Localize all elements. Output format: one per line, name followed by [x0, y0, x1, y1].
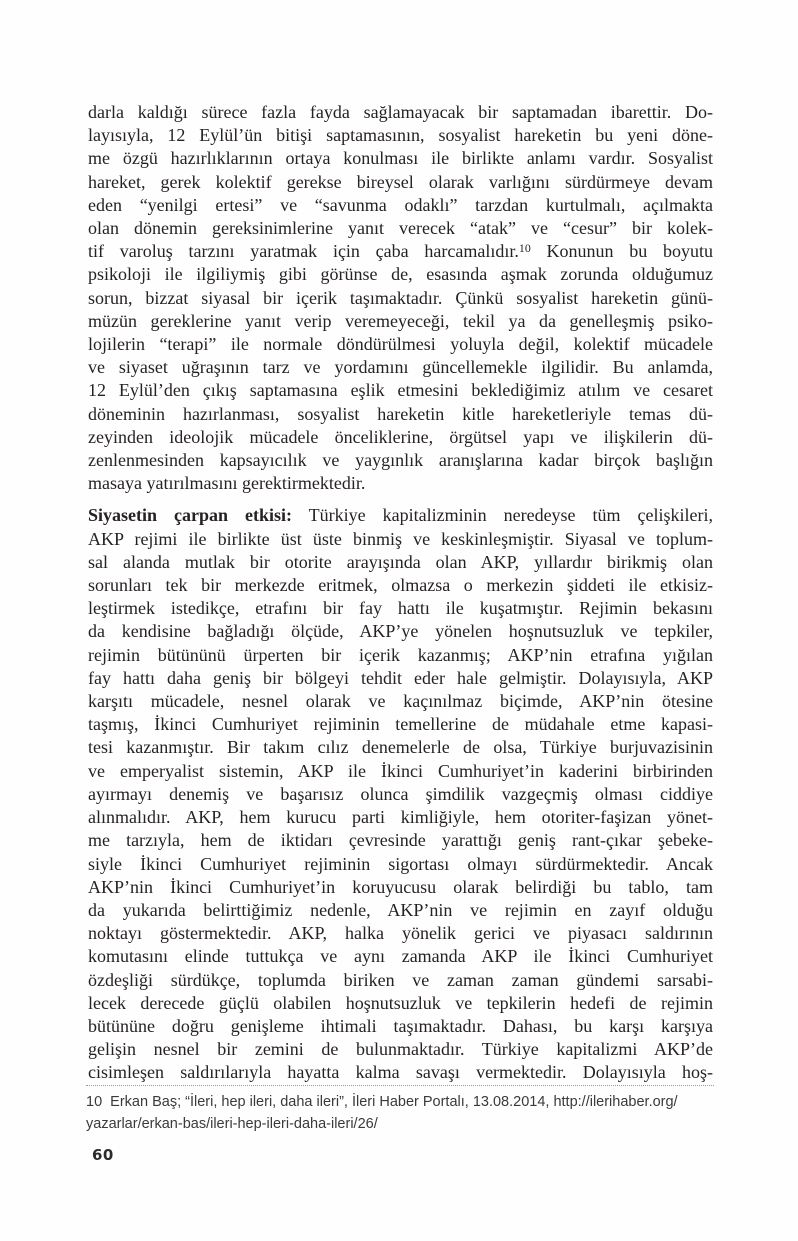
text-line: zenlenmesinden kapsayıcılık ve yaygınlık aranışlarına kadar birçok başlığın — [88, 450, 713, 471]
text-line: cisimleşen saldırılarıyla hayatta kalma savaşı vermektedir. Dolayısıyla hoş- — [88, 1062, 713, 1083]
footnote-separator — [86, 1085, 714, 1086]
text-line: karşıtı mücadele, nesnel olarak ve kaçınılmaz biçimde, AKP’nin ötesine — [88, 691, 713, 712]
text-line: me özgü hazırlıklarının ortaya konulması ile birlikte anlamı vardır. Sosyalist — [88, 148, 713, 169]
text-line: lecek derecede güçlü olabilen hoşnutsuzluk ve tepkilerin hedefi de rejimin — [88, 992, 713, 1013]
text-line: eden “yenilgi ertesi” ve “savunma odaklı” tarzdan kurtulmalı, açılmakta — [88, 194, 713, 215]
footnote — [86, 1092, 714, 1135]
text-line: sorunları tek bir merkezde eritmek, olmazsa o merkezin şiddeti ile etkisiz- — [88, 575, 713, 596]
text-line: 10 Erkan Baş; “İleri, hep ileri, daha ileri”, İleri Haber Portalı, 13.08.2014, http://ilerihaber.org/ — [86, 1094, 678, 1110]
text-line: fay hattı daha geniş bir bölgeyi tehdit eder hale gelmiştir. Dolayısıyla, AKP — [88, 667, 713, 688]
text-line: me tarzıyla, hem de iktidarı çevresinde yarattığı geniş rant-çıkar şebeke- — [88, 830, 713, 851]
text-line: psikoloji ile ilgiliymiş gibi görünse de, esasında aşmak zorunda olduğumuz — [88, 264, 713, 285]
text-line: AKP rejimi ile birlikte üst üste binmiş ve keskinleşmiştir. Siyasal ve toplum- — [88, 528, 713, 549]
text-line: komutasını elinde tuttukça ve aynı zamanda AKP ile İkinci Cumhuriyet — [88, 946, 713, 967]
text-line: darla kaldığı sürece fazla fayda sağlamayacak bir saptamadan ibarettir. Do- — [88, 102, 713, 122]
text-line: 12 Eylül’den çıkış saptamasına eşlik etmesini beklediğimiz atılım ve cesaret — [88, 380, 713, 401]
text-line: siyle İkinci Cumhuriyet rejiminin sigortası olmayı sürdürmektedir. Ancak — [88, 853, 713, 874]
text-line: masaya yatırılmasını gerektirmektedir. — [88, 473, 366, 494]
text-line: rejimin bütününü ürperten bir içerik kazanmış; AKP’nin etrafına yığılan — [88, 644, 713, 665]
text-line: olan dönemin gereksinimlerine yanıt verecek “atak” ve “cesur” bir kolek- — [88, 218, 713, 239]
page-number: 60 — [92, 1146, 114, 1164]
text-line: döneminin hazırlanması, sosyalist hareketin kitle hareketleriyle temas dü- — [88, 403, 713, 424]
text-line: leştirmek istedikçe, etrafını bir fay hattı ile kuşatmıştır. Rejimin bekasını — [88, 598, 713, 619]
footnote-ref: 10 — [518, 241, 531, 256]
text-line: bütününe doğru genişleme ihtimali taşımaktadır. Dahası, bu karşı karşıya — [88, 1015, 713, 1036]
run-in-heading: Siyasetin çarpan etkisi: — [88, 505, 292, 526]
text-line: sal alanda mutlak bir otorite arayışında olan AKP, yıllardır birikmiş olan — [88, 551, 713, 572]
text-line: sorun, bizzat siyasal bir içerik taşımaktadır. Çünkü sosyalist hareketin günü- — [88, 287, 713, 308]
text-line: ve emperyalist sistemin, AKP ile İkinci Cumhuriyet’in kaderini birbirinden — [88, 760, 713, 781]
text-line: müzün gereklerine yanıt verip veremeyeceği, tekil ya da genelleşmiş psiko- — [88, 310, 713, 331]
text-line: ve siyaset uğraşının tarz ve yordamını güncellemekle ilgilidir. Bu anlamda, — [88, 357, 713, 378]
text-line: gelişin nesnel bir zemini de bulunmaktadır. Türkiye kapitalizmi AKP’de — [88, 1039, 713, 1060]
text-line: da yukarıda belirttiğimiz nedenle, AKP’nin ve rejimin en zayıf olduğu — [88, 899, 713, 920]
text-line: ayırmayı denemiş ve başarısız olunca şimdilik vazgeçmiş olması ciddiye — [88, 783, 713, 804]
footnote-block — [86, 1085, 714, 1135]
text-line: lojilerin “terapi” ile normale döndürülmesi yoluyla değil, kolektif mücadele — [88, 334, 713, 355]
text-line: alınmalıdır. AKP, hem kurucu parti kimliğiyle, hem otoriter-faşizan yönet- — [88, 807, 713, 828]
text-line: hareket, gerek kolektif gerekse bireysel olarak varlığını sürdürmeye devam — [88, 171, 713, 192]
text-line: AKP’nin İkinci Cumhuriyet’in koruyucusu olarak belirdiği bu tablo, tam — [88, 876, 713, 897]
text-line: taşmış, İkinci Cumhuriyet rejiminin temellerine de müdahale etme kapasi- — [88, 714, 713, 735]
text-line: yazarlar/erkan-bas/ileri-hep-ileri-daha-ileri/26/ — [86, 1115, 378, 1132]
text-line: özdeşliği sürdükçe, toplumda biriken ve zaman zaman gündemi sarsabi- — [88, 969, 713, 990]
text-line: noktayı göstermektedir. AKP, halka yönelik gerici ve piyasacı saldırının — [88, 923, 713, 944]
text-line: da kendisine bağladığı ölçüde, AKP’ye yönelen hoşnutsuzluk ve tepkiler, — [88, 621, 713, 642]
text-line: tesi kazanmıştır. Bir takım cılız denemelerle de olsa, Türkiye burjuvazisinin — [88, 737, 713, 758]
text-line: zeyinden ideolojik mücadele önceliklerine, örgütsel yapı ve ilişkilerin dü- — [88, 426, 713, 447]
text-line: Siyasetin çarpan etkisi: Türkiye kapitalizminin neredeyse tüm çelişkileri, — [88, 505, 714, 526]
paragraph-2 — [88, 504, 713, 1084]
text-line: layısıyla, 12 Eylül’ün bitişi saptamasının, sosyalist hareketin bu yeni döne- — [88, 125, 713, 146]
body-text — [88, 101, 713, 1085]
text-line: tif varoluş tarzını yaratmak için çaba harcamalıdır.$^{10}$ Konunun bu boyutu — [88, 241, 714, 262]
paragraph-1 — [88, 101, 713, 495]
